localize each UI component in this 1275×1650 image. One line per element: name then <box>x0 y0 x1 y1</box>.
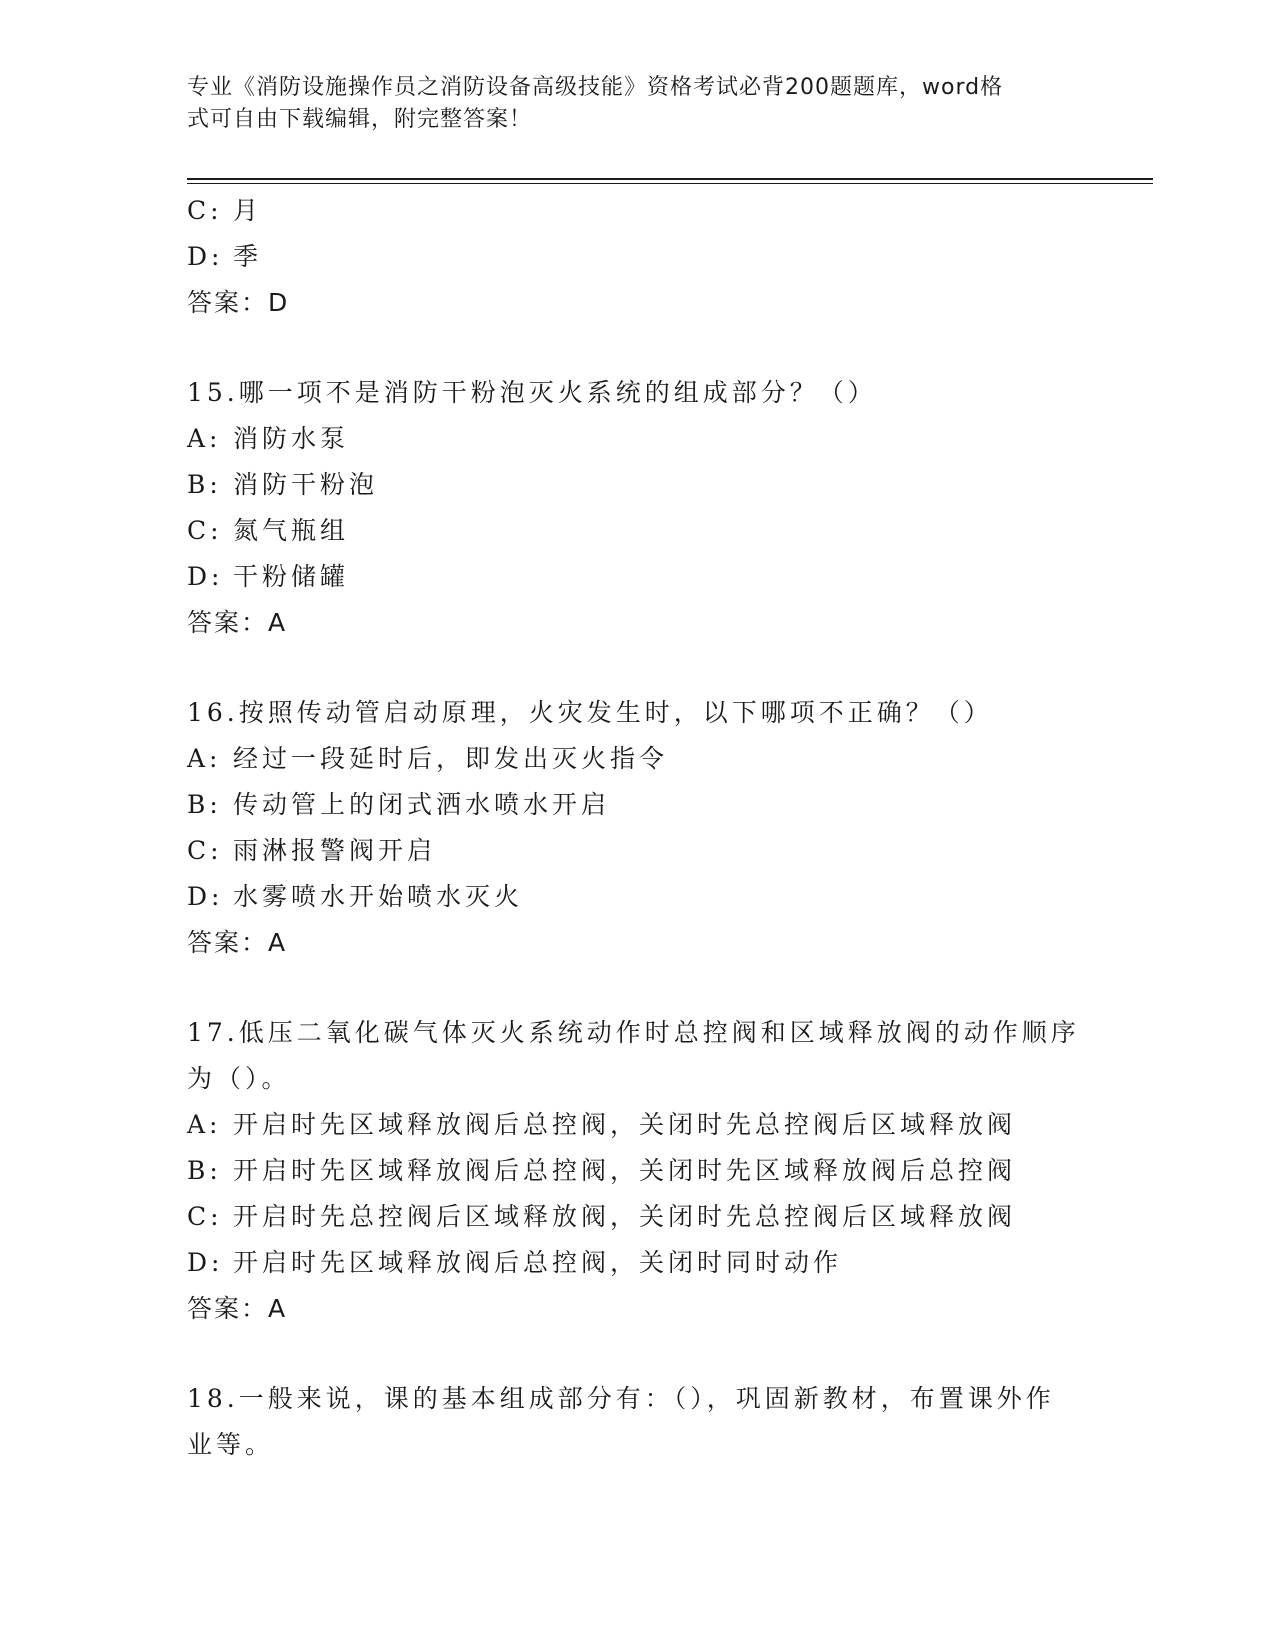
document-header <box>187 72 1087 136</box>
option-d <box>187 554 1087 600</box>
header-rule-thick <box>187 178 1153 180</box>
option-text: 季 <box>233 242 263 271</box>
option-text: 消防水泵 <box>233 424 350 453</box>
option-d <box>187 874 1087 920</box>
option-letter: B: <box>187 470 222 499</box>
question-stem: 17.低压二氧化碳气体灭火系统动作时总控阀和区域释放阀的动作顺序 <box>187 1018 1080 1047</box>
option-text: 干粉储罐 <box>233 562 350 591</box>
option-letter: C: <box>187 516 223 545</box>
option-text: 开启时先区域释放阀后总控阀，关闭时先区域释放阀后总控阀 <box>233 1156 1017 1185</box>
header-line-1: 专业《消防设施操作员之消防设备高级技能》资格考试必背200题题库，word格 <box>187 75 1004 100</box>
option-d <box>187 234 1087 280</box>
option-text: 开启时先总控阀后区域释放阀，关闭时先总控阀后区域释放阀 <box>233 1202 1017 1231</box>
option-c <box>187 188 1087 234</box>
question-18 <box>187 1376 1087 1468</box>
option-letter: C: <box>187 1202 223 1231</box>
option-letter: A: <box>187 744 222 773</box>
header-line-2: 式可自由下载编辑，附完整答案！ <box>187 107 533 132</box>
option-letter: D: <box>187 882 224 911</box>
option-letter: D: <box>187 562 224 591</box>
question-stem: 15.哪一项不是消防干粉泡灭火系统的组成部分？（） <box>187 378 877 407</box>
option-d <box>187 1240 1087 1286</box>
option-letter: C: <box>187 836 223 865</box>
answer: 答案：A <box>187 1294 288 1323</box>
answer: 答案：D <box>187 288 290 317</box>
option-a <box>187 736 1087 782</box>
header-rule-thin <box>187 183 1153 184</box>
option-c <box>187 828 1087 874</box>
answer: 答案：A <box>187 608 288 637</box>
option-text: 传动管上的闭式洒水喷水开启 <box>233 790 611 819</box>
option-text: 雨淋报警阀开启 <box>233 836 437 865</box>
option-letter: B: <box>187 1156 222 1185</box>
option-b <box>187 1148 1087 1194</box>
option-text: 氮气瓶组 <box>233 516 350 545</box>
question-stem-continued: 业等。 <box>187 1430 275 1459</box>
question-stem: 18.一般来说，课的基本组成部分有：（），巩固新教材，布置课外作 <box>187 1384 1055 1413</box>
option-text: 开启时先区域释放阀后总控阀，关闭时同时动作 <box>233 1248 843 1277</box>
option-letter: B: <box>187 790 222 819</box>
option-a <box>187 416 1087 462</box>
option-letter: C: <box>187 196 223 225</box>
option-text: 月 <box>233 196 263 225</box>
question-stem: 16.按照传动管启动原理，火灾发生时，以下哪项不正确？（） <box>187 698 993 727</box>
option-b <box>187 782 1087 828</box>
option-a <box>187 1102 1087 1148</box>
option-b <box>187 462 1087 508</box>
option-c <box>187 1194 1087 1240</box>
continued-question <box>187 188 1087 326</box>
question-stem-continued: 为（）。 <box>187 1064 291 1093</box>
answer: 答案：A <box>187 928 288 957</box>
question-17 <box>187 1010 1087 1332</box>
option-text: 经过一段延时后，即发出灭火指令 <box>233 744 669 773</box>
option-text: 消防干粉泡 <box>233 470 379 499</box>
question-15 <box>187 370 1087 646</box>
option-letter: A: <box>187 424 222 453</box>
option-letter: D: <box>187 1248 224 1277</box>
question-list <box>187 188 1087 1468</box>
option-letter: A: <box>187 1110 222 1139</box>
option-letter: D: <box>187 242 224 271</box>
option-text: 水雾喷水开始喷水灭火 <box>233 882 524 911</box>
question-16 <box>187 690 1087 966</box>
option-c <box>187 508 1087 554</box>
option-text: 开启时先区域释放阀后总控阀，关闭时先总控阀后区域释放阀 <box>233 1110 1017 1139</box>
